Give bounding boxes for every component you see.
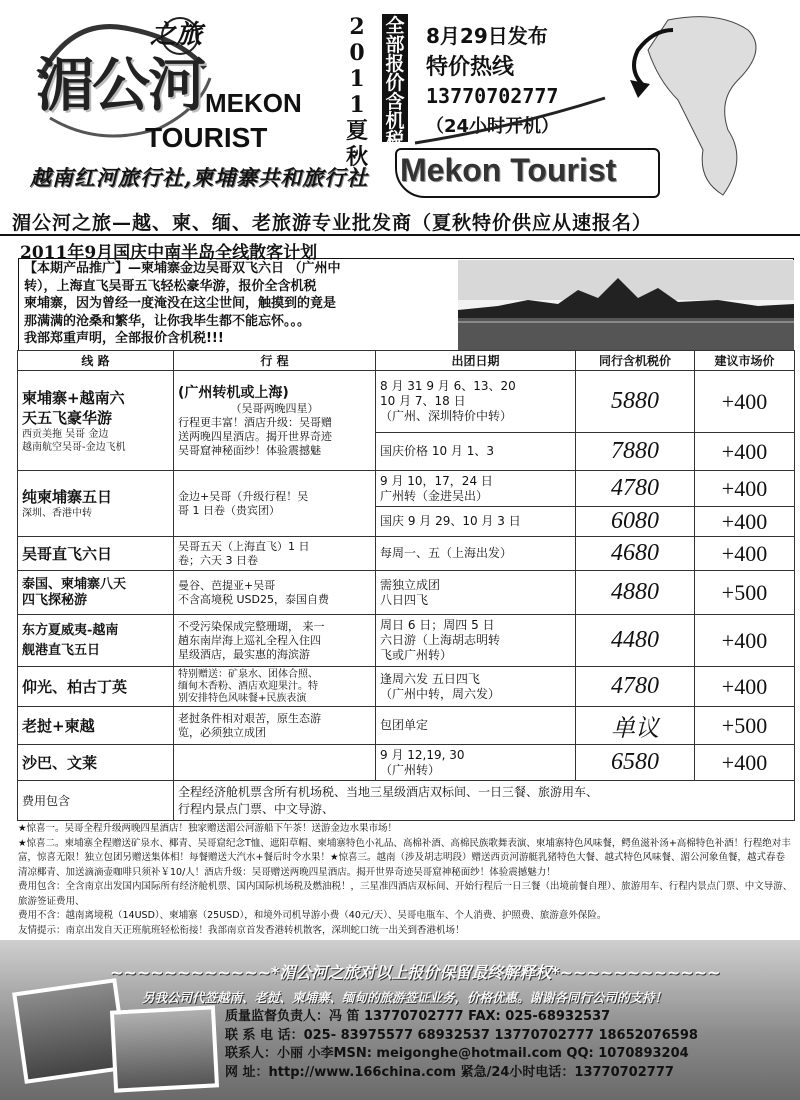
season-char: 秋 [345, 144, 368, 170]
peer-price: 7880 [576, 433, 695, 471]
market-price: +400 [695, 667, 795, 707]
promo-text [24, 260, 444, 348]
table-row [18, 471, 795, 507]
supervisor-line: 质量监督负责人：冯 笛 13770702777 FAX: 025-68932537 [225, 1009, 611, 1024]
website-link[interactable]: 网 址：http://www.166china.com 紧急/24小时电话：13770702777 [225, 1064, 674, 1080]
route-name: 天五飞豪华游 [22, 408, 113, 427]
market-price: +500 [695, 571, 795, 615]
peer-price: 4680 [576, 537, 695, 571]
peer-price: 5880 [576, 371, 695, 433]
dates-cell [376, 371, 576, 433]
schedule-line: 不受污染保成完整珊瑚， 来一 [178, 619, 325, 633]
market-price: +400 [695, 537, 795, 571]
schedule-line: 吴哥五天（上海直飞）1 日 [178, 539, 310, 553]
route-name: 沙巴、文莱 [22, 753, 98, 772]
date-line: 八日四飞 [380, 592, 429, 607]
route-name: 舰港直飞五日 [22, 642, 101, 658]
tax-included-tag [382, 14, 408, 151]
phone-line: 联 系 电 话：025- 83975577 68932537 13770702777 18652076598 [225, 1027, 698, 1043]
tax-tag-char: 含 [385, 91, 405, 113]
schedule-cell [174, 707, 376, 745]
market-price: +400 [695, 471, 795, 507]
table-row [18, 781, 795, 821]
subtitle: 2011年9月国庆中南半岛全线散客计划 [20, 243, 318, 263]
tour-price-table [17, 350, 795, 821]
fee-label: 费用包含 [18, 781, 174, 821]
date-line: 广州转（金进吴出） [380, 488, 489, 503]
route-name: 纯柬埔寨五日 [22, 488, 113, 506]
promo-line: 【本期产品推广】—柬埔寨金边吴哥双飞六日 （广州中 [24, 261, 341, 276]
date-line: 每周一、五（上海出发） [380, 546, 513, 560]
column-header: 行 程 [174, 351, 376, 371]
divider [0, 234, 800, 236]
date-line: 10 月 7、18 日 [380, 394, 466, 408]
date-line: 包团单定 [380, 718, 429, 732]
indochina-map-graphic [628, 10, 788, 205]
release-date: 8月29日发布 [426, 24, 548, 48]
market-price: +400 [695, 745, 795, 781]
hotline-number: 13770702777 [426, 84, 559, 108]
season-char: 2 [349, 14, 365, 40]
notes-section [18, 822, 794, 938]
peer-price: 4480 [576, 615, 695, 667]
schedule-line: 老挝条件相对艰苦，原生态游 [178, 711, 321, 725]
schedule-line: 特别赠送：矿泉水、团体合照、 [178, 668, 318, 680]
season-char: 1 [349, 66, 365, 92]
peer-price: 单议 [576, 707, 695, 745]
date-line: 8 月 31 9 月 6、13、20 [380, 379, 516, 393]
schedule-line: 不含高境税 USD25，泰国自费 [178, 592, 329, 606]
schedule-cell [174, 371, 376, 471]
company-names: 越南红河旅行社,柬埔寨共和旅行社 [30, 165, 369, 190]
schedule-line: 行程更丰富！酒店升级：吴哥赠 [178, 415, 332, 429]
season-tag [340, 14, 374, 170]
fee-included-cell [174, 781, 795, 821]
route-name: 仰光、柏古丁英 [22, 677, 128, 696]
note-line: 费用不含：越南离境税（14USD）、柬埔寨（25USD），和境外司机导游小费（40元/天）、吴哥电瓶车、个人消费、护照费、旅游意外保险。 [18, 910, 607, 921]
dates-cell [376, 571, 576, 615]
angkor-wat-photo [458, 260, 794, 350]
swirl-arrow-graphic [410, 88, 610, 148]
disclaimer: ~~~~~~~~~~~~*湄公河之旅对以上报价保留最终解释权*~~~~~~~~~~~~ [110, 963, 721, 982]
table-row [18, 371, 795, 433]
schedule-line: 别安排特色风味餐+民族表演 [178, 692, 307, 704]
route-cell [18, 537, 174, 571]
date-line: 国庆价格 10 月 1、3 [380, 444, 494, 458]
table-header-row [18, 351, 795, 371]
peer-price: 4780 [576, 471, 695, 507]
tax-tag-char: 报 [385, 53, 405, 75]
dates-cell [376, 471, 576, 507]
tax-tag-char: 价 [385, 72, 405, 94]
peer-price: 6080 [576, 507, 695, 537]
note-line: 费用包含：全含南京出发国内国际所有经济舱机票、国内国际机场税及燃油税！，三星准四酒店双标间、开始行程后一日三餐（出境前餐自理）、旅游用车、行程内景点门票、中文导游、旅游签证费用、 [18, 881, 793, 907]
route-cell [18, 471, 174, 537]
brand-text: Mekon Tourist [400, 152, 617, 188]
schedule-cell [174, 745, 376, 781]
column-header: 出团日期 [376, 351, 576, 371]
note-line: ★惊喜二。柬埔寨全程赠送矿泉水、椰青、吴哥窟纪念T恤、遮阳草帽、柬埔寨特色小礼品、高棉补酒、高棉民族歌舞表演、柬埔寨特色风味餐，鳄鱼滋补汤+高棉特色补酒！行程绝对丰富，惊喜无限！独立包团另赠送集体相！每餐赠送大汽水+餐后时令水果！★惊喜三。越南（涉及胡志明段）赠送西贡河游艇乳猪特色大餐、越式特色风味餐、湄公河象鱼餐，越式春卷 清凉椰青、加送滴滴壶咖啡只须补￥10/人！酒店升级：吴哥赠送两晚四星酒店。揭开世界奇迹吴哥窟神秘面纱！体验震撼魅力！ [18, 837, 791, 878]
season-char: 0 [349, 40, 365, 66]
dates-cell [376, 745, 576, 781]
note-line: ★惊喜一。吴哥全程升级两晚四星酒店！独家赠送湄公河游船下午茶！送游金边水果市场！ [18, 823, 398, 834]
route-note: 西贡美拖 吴哥 金边 [22, 428, 109, 440]
table-row [18, 571, 795, 615]
peer-price: 6580 [576, 745, 695, 781]
tax-tag-char: 全 [385, 15, 405, 37]
contacts-line: 联系人：小丽 小李MSN: meigonghe@hotmail.com QQ: 1070893204 [225, 1046, 689, 1061]
market-price: +400 [695, 507, 795, 537]
date-line: 周日 6 日；周四 5 日 [380, 618, 495, 632]
dates-cell [376, 707, 576, 745]
promo-line: 那满满的沧桑和繁华，让你我毕生都不能忘怀。。。 [24, 313, 311, 329]
schedule-line: 哥 1 日卷（贵宾团） [178, 503, 280, 517]
schedule-line: 送两晚四星酒店。揭开世界奇迹 [178, 429, 332, 443]
schedule-line: 缅甸木香粉、酒店欢迎果汁。特 [178, 680, 318, 692]
market-price: +500 [695, 707, 795, 745]
date-line: 9 月 12,19, 30 [380, 747, 465, 762]
peer-price: 4780 [576, 667, 695, 707]
logo-mekon-text: MEKON [205, 88, 302, 118]
route-name: 老挝+柬越 [22, 716, 95, 735]
dates-cell [376, 537, 576, 571]
route-name: 柬埔寨+越南六 [22, 388, 125, 407]
route-cell [18, 615, 174, 667]
date-line: 飞或广州转） [380, 648, 453, 662]
column-header: 线 路 [18, 351, 174, 371]
ruins-photo [110, 1005, 219, 1092]
dates-cell [376, 507, 576, 537]
market-price: +400 [695, 371, 795, 433]
peer-price: 4880 [576, 571, 695, 615]
date-line: （广州转） [380, 762, 441, 777]
market-price: +400 [695, 615, 795, 667]
note-line: 友情提示：南京出发自天正班航班轻松衔接！我部南京首发香港转机散客，深圳蛇口统一出关到香港机场！ [18, 924, 465, 936]
hotline-hours: （24小时开机） [426, 116, 560, 137]
market-price: +400 [695, 433, 795, 471]
schedule-line: （吴哥两晚四星） [230, 401, 319, 415]
dates-cell [376, 615, 576, 667]
schedule-line: 趟东南岸海上巡礼全程入住四 [178, 633, 321, 647]
table-row [18, 615, 795, 667]
route-name: 泰国、柬埔寨八天 [22, 576, 127, 592]
schedule-cell [174, 615, 376, 667]
schedule-line: 曼谷、芭提亚+吴哥 [178, 578, 276, 592]
tax-tag-char: 机 [385, 110, 405, 132]
table-row [18, 745, 795, 781]
dates-cell [376, 433, 576, 471]
route-name: 东方夏威夷-越南 [22, 622, 119, 638]
season-char: 1 [349, 92, 365, 118]
schedule-line: 吴哥窟神秘面纱！体验震撼魅 [178, 443, 321, 457]
season-char: 夏 [345, 118, 368, 144]
contact-block [225, 1008, 795, 1082]
title-line: 湄公河之旅—越、柬、缅、老旅游专业批发商（夏秋特价供应从速报名） [12, 212, 653, 234]
hotline-title: 特价热线 [426, 55, 515, 80]
table-row [18, 707, 795, 745]
fee-line: 全程经济舱机票含所有机场税、当地三星级酒店双标间、一日三餐、旅游用车、 [178, 784, 599, 799]
promo-line: 转），上海直飞吴哥五飞轻松豪华游，报价全含机税 [24, 278, 317, 294]
route-cell [18, 707, 174, 745]
column-header: 同行含机税价 [576, 351, 695, 371]
tax-tag-char: 部 [385, 34, 405, 56]
schedule-title: (广州转机或上海) [178, 384, 289, 401]
route-cell [18, 745, 174, 781]
route-name: 吴哥直飞六日 [22, 544, 113, 563]
schedule-cell [174, 471, 376, 537]
route-note: 越南航空吴哥-金边飞机 [22, 441, 126, 453]
schedule-cell [174, 571, 376, 615]
date-line: （广州中转，周六发） [380, 686, 501, 701]
table-row [18, 667, 795, 707]
date-line: 六日游（上海胡志明转 [380, 633, 501, 647]
dates-cell [376, 667, 576, 707]
logo-zhilv-text: 之旅 [150, 20, 203, 50]
tax-tag-char: 税 [385, 129, 405, 151]
date-line: 逢周六发 五日四飞 [380, 671, 480, 686]
route-cell [18, 371, 174, 471]
schedule-line: 星级酒店，最实惠的海滨游 [178, 647, 310, 661]
table-row [18, 537, 795, 571]
schedule-line: 卷；六天 3 日卷 [178, 553, 258, 567]
route-name: 四飞探秘游 [22, 592, 88, 608]
promo-line: 我部郑重声明，全部报价含机税!!! [24, 331, 224, 346]
promo-line: 柬埔寨，因为曾经一度淹没在这尘世间，触摸到的竟是 [24, 296, 337, 311]
date-line: 国庆 9 月 29、10 月 3 日 [380, 514, 521, 528]
logo-tourist-text: TOURIST [145, 122, 268, 153]
route-cell [18, 571, 174, 615]
route-note: 深圳、香港中转 [22, 508, 92, 519]
schedule-line: 金边+吴哥（升级行程！吴 [178, 489, 309, 503]
date-line: 需独立成团 [380, 577, 441, 592]
logo-meigonghe-text: 湄公河 [36, 51, 205, 119]
visa-service-line: 另我公司代签越南、老挝、柬埔寨、缅甸的旅游签证业务，价格优惠。谢谢各同行公司的支持！ [142, 990, 668, 1005]
date-line: 9 月 10，17，24 日 [380, 473, 493, 488]
schedule-line: 览，必须独立成团 [178, 725, 266, 739]
column-header: 建议市场价 [695, 351, 795, 371]
schedule-cell [174, 667, 376, 707]
route-cell [18, 667, 174, 707]
fee-line: 行程内景点门票、中文导游、 [178, 801, 335, 816]
schedule-cell [174, 537, 376, 571]
date-line: （广州、深圳特价中转） [380, 409, 513, 423]
